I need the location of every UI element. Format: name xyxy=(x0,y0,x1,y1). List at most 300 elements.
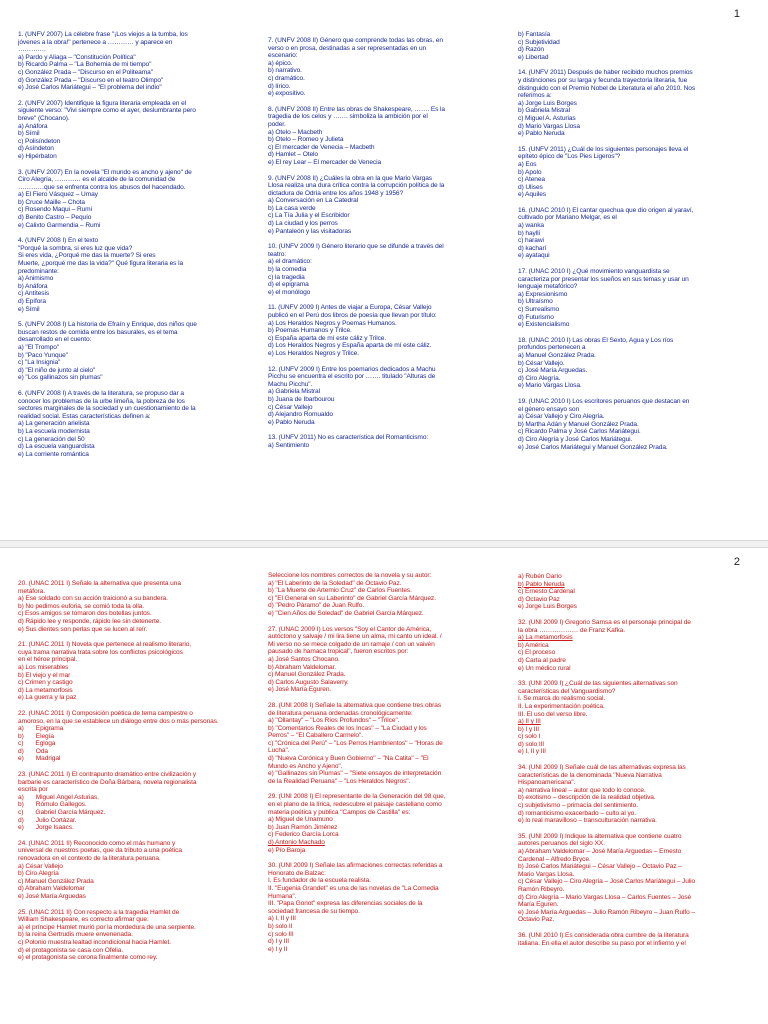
page-2-column-2 xyxy=(268,572,500,961)
question-line: b) Otelo – Romeo y Julieta xyxy=(268,136,344,144)
question-line: a) wanka xyxy=(518,222,544,230)
question-line: b) exotismo – descripción de la realidad objetiva. xyxy=(518,794,656,802)
question-text: 33. (UNI 2009 I) ¿Cuál de las siguientes alternativas son xyxy=(518,680,678,688)
question-line: c) Esos amigos se tomaron dos botellas juntos. xyxy=(18,610,152,618)
question-text: 7. (UNFV 2008 II) Género que comprende todas las obras, en xyxy=(268,37,443,44)
question-text: 27. (UNAC 2009 I) Los versos "Soy el Cantor de América, xyxy=(268,625,432,633)
question-text: 4. (UNFV 2008 I) En el texto xyxy=(18,237,99,245)
question-line: escenario: xyxy=(268,52,298,60)
question-block xyxy=(268,862,500,953)
question-line: a) El Fiero Vásquez – Umay xyxy=(18,191,98,199)
question-block xyxy=(518,146,750,199)
question-text: 13. (UNFV 2011) No es característica del Romanticismo: xyxy=(268,434,429,442)
question-line: b) No pedimos euforia, se comió toda la olla. xyxy=(18,602,144,610)
question-line: buscan restos de comida entre los basurales, es el tema xyxy=(18,328,178,336)
question-line: realidad social. Estas características definen a: xyxy=(18,412,151,420)
question-line: la obra ……………… de Franz Kafka. xyxy=(518,626,625,634)
question-line: c) solo I xyxy=(518,733,541,741)
question-line: c) Manuel González Prada. xyxy=(268,671,346,679)
question-line: e) Sus dientes son perlas que se lucen al reír. xyxy=(18,625,148,633)
question-line: d) "El niño de junto al cielo" xyxy=(18,366,96,374)
question-line: Llosa realiza una dura crítica contra la corrupción política de la xyxy=(268,182,445,190)
question-line: c) Manuel González Prada xyxy=(18,877,94,885)
question-text: 6. (UNFV 2008 I) A través de la literatura, se propuso dar a xyxy=(18,389,184,397)
question-line: e) Símil xyxy=(18,305,40,313)
question-line: e) Jorge Isaacs. xyxy=(18,824,74,832)
question-line: de la Realidad Peruana" – "Los Heraldos Negros". xyxy=(268,777,411,785)
question-line: a) el príncipe Hamlet murió por la mordedura de una serpiente. xyxy=(18,923,196,931)
question-line: poder. xyxy=(268,120,286,128)
question-line: María Eguren. xyxy=(518,901,559,909)
question-line: universal de nuestros poetas, que da tributo a una poética xyxy=(18,847,182,855)
question-text: 19. (UNAC 2010 I) Los escritores peruanos que destacan en xyxy=(518,397,690,405)
question-line: e) José María Eguren. xyxy=(268,686,332,694)
question-line: d) Alejandro Romualdo xyxy=(268,411,333,419)
question-line: c) La generación del 50 xyxy=(18,435,85,443)
question-text: 21. (UNAC 2011 I) Novela que pertenece al realismo literario, xyxy=(18,641,191,649)
question-line: a) La generación arielista xyxy=(18,420,90,428)
question-line: e) Los Heraldos Negros y Trilce. xyxy=(268,349,359,357)
question-line: b) Juana de Ibarbourou xyxy=(268,395,335,403)
question-line: pausado de hamaca tropical", fueron escritos por: xyxy=(268,648,409,656)
question-line: c) Surrealismo xyxy=(518,306,560,313)
question-text: 14. (UNFV 2011) Después de haber recibido muchos premios xyxy=(518,69,693,77)
question-line: d) I y III xyxy=(268,938,289,946)
question-line: c) Subjetividad xyxy=(518,38,560,46)
question-line: a) César Vallejo xyxy=(18,862,63,870)
question-block xyxy=(18,710,250,763)
question-line: …………que se enfrenta contra los abusos del hacendado. xyxy=(18,183,186,191)
question-block xyxy=(18,840,250,901)
question-line: Cardenal – Alfredo Bryce. xyxy=(518,855,591,863)
question-line: escrita por xyxy=(18,786,48,794)
question-line: conocer los problemas de la urbe limeña, la pobreza de los xyxy=(18,397,185,405)
question-line: verso o en prosa, destinadas a ser representadas en un xyxy=(268,44,427,52)
question-line: d) Julio Cortázar. xyxy=(18,816,77,824)
question-line: materia poética y publica "Campos de Castilla" es: xyxy=(268,808,411,816)
question-line: c) subjetivismo – primacía del sentimiento. xyxy=(518,802,638,810)
question-line: a) Conversación en La Catedral xyxy=(268,197,359,205)
question-line: e) "Gallinazos sin Plumas" – "Siete ensayos de interpretación xyxy=(268,770,442,778)
question-block xyxy=(18,237,250,313)
question-text: 5. (UNFV 2008 I) La historia de Efraín y Enrique, dos niños que xyxy=(18,321,197,329)
question-line: e) Pío Baroja xyxy=(268,846,306,854)
question-line: e) el protagonista se corona finalmente como rey. xyxy=(18,954,158,962)
question-line: e) José María Arguedas xyxy=(18,892,86,900)
page-separator xyxy=(0,540,768,548)
question-line: "Porqué la sombra, si eres luz que vida? xyxy=(18,244,133,252)
question-line: c) César Vallejo – Ciro Alegría – José Carlos Mariátegui – Julio xyxy=(518,878,696,886)
question-line: jóvenes a la obra!" pertenece a ………… y aparece en xyxy=(18,38,173,46)
question-line: d) Ciro Alegría. xyxy=(518,374,561,382)
question-line: b) Elegía xyxy=(18,732,54,740)
question-line: a) Manuel González Prada. xyxy=(518,351,596,359)
question-line: e) Calixto Garmendia – Rumi xyxy=(18,221,101,229)
question-block xyxy=(518,337,750,390)
question-text: 1. (UNFV 2007) La célebre frase "¡Los viejos a la tumba, los xyxy=(18,31,188,38)
question-block xyxy=(518,69,750,137)
question-line: c) España aparta de mí este cáliz y Trilce. xyxy=(268,334,387,342)
question-text: 2. (UNFV 2007) Identifique la figura literaria empleada en el xyxy=(18,99,186,107)
question-line: predominante: xyxy=(18,267,59,275)
question-block xyxy=(18,390,250,458)
question-line: d) Los Heraldos Negros y España aparta de mí este cáliz. xyxy=(268,342,432,350)
question-line: c) Ernesto Cardenal xyxy=(518,588,575,596)
question-line: II. La experimentación poética. xyxy=(518,702,605,710)
question-line: publicó en el Perú dos libros de poesía que llevan por título: xyxy=(268,312,437,319)
question-line: c) harawi xyxy=(518,237,544,245)
page-2-column-1 xyxy=(18,580,250,970)
question-line: d) Asíndeton xyxy=(18,145,54,153)
question-line: b) Anáfora xyxy=(18,282,48,290)
question-block xyxy=(518,833,750,924)
question-line: c) Rosendo Maqui – Rumi xyxy=(18,206,92,214)
question-line: Mario Vargas Llosa. xyxy=(518,870,575,878)
question-line: a) Miguel Ángel Asturias. xyxy=(18,793,99,801)
question-block xyxy=(18,909,250,962)
question-block xyxy=(268,175,500,236)
question-line: d) lírico. xyxy=(268,82,291,90)
question-line: tragedia de los celos y ……. simboliza la ambición por el xyxy=(268,113,428,121)
question-line: d) Rápido lee y responde, rápido lee sin detenerte. xyxy=(18,617,161,625)
question-line: teatro: xyxy=(268,250,286,258)
question-line: d) Antonio Machado xyxy=(268,839,325,846)
question-line: cultivado por Mariano Melgar, es el xyxy=(518,214,617,222)
question-line: c) El proceso xyxy=(518,649,556,657)
question-line: caracteriza por presentar los sueños en sus temas y usar un xyxy=(518,275,689,283)
question-line: e) Hipérbaton xyxy=(18,152,57,160)
question-text: 17. (UNAC 2010 I) ¿Qué movimiento vanguardista se xyxy=(518,268,670,276)
question-line: d) Ciro Alegría – Mario Vargas Llosa – Carlos Fuentes – José xyxy=(518,893,692,901)
question-line: de literatura peruana ordenadas cronológicamente: xyxy=(268,709,413,717)
question-line: e) lo real maravilloso – transculturación narrativa. xyxy=(518,817,657,825)
question-line: profundos pertenecen a xyxy=(518,344,586,352)
question-line: a) "El Laberinto de la Soledad" de Octavio Paz. xyxy=(268,579,402,587)
question-line: d) el protagonista se casa con Ofelia. xyxy=(18,946,124,954)
question-line: c) Polonio muestra lealtad incondicional hacia Hamlet. xyxy=(18,938,171,946)
question-line: III. El uso del verso libre. xyxy=(518,710,588,718)
question-line: c) Gabriel García Márquez. xyxy=(18,809,106,817)
question-line: en el plano de la lírica, redescubre el paisaje castellano como xyxy=(268,801,442,809)
question-line: b) José Carlos Mariátegui – César Vallejo – Octavio Paz – xyxy=(518,863,682,871)
question-line: a) Otelo – Macbeth xyxy=(268,128,323,136)
question-line: Ciro Alegría, ………… es el alcalde de la comunidad de xyxy=(18,176,176,184)
question-line: siguiente verso: "Vivi siempre como el ayer, deslumbrante pero xyxy=(18,107,196,115)
question-line: d) González Prada – "Discurso en el teatro Olimpo" xyxy=(18,76,164,84)
question-line: e) expositivo. xyxy=(268,90,306,98)
question-text: 32. (UNI 2009 I) Gregorio Samsa es el personaje principal de xyxy=(518,618,691,626)
question-line: d) Razón xyxy=(518,46,544,54)
question-line: e) "Cien Años de Soledad" de Gabriel García Márquez. xyxy=(268,609,424,617)
question-line: e) José Carlos Mariátegui – "El problema del indio" xyxy=(18,84,162,92)
question-text: 15. (UNFV 2011) ¿Cuál de los siguientes personajes lleva el xyxy=(518,145,689,153)
question-line: características de la denominada "Nueva Narrativa xyxy=(518,771,662,779)
question-block xyxy=(268,366,500,427)
page-1-column-1 xyxy=(18,31,250,466)
question-line: a) Ese soldado con su acción traicionó a su bandera. xyxy=(18,595,168,603)
question-block xyxy=(18,580,250,633)
question-text: 36. (UNI 2010 I) Es considerada obra cumbre de la literatura xyxy=(518,931,689,939)
question-line: d) Octavio Paz xyxy=(518,595,560,603)
question-line: a) II y III xyxy=(518,718,541,726)
question-line: a) Miguel de Unamuno xyxy=(268,816,333,824)
question-line: desarrollado en el cuento: xyxy=(18,336,92,344)
question-line: Ramón Ribeyro. xyxy=(518,885,565,893)
question-line: d) kacharí xyxy=(518,244,547,252)
question-block xyxy=(268,243,500,296)
question-line: e) Jorge Luis Borges xyxy=(518,603,577,611)
question-text: 18. (UNAC 2010 I) Las obras El Sexto, Agua y Los ríos xyxy=(518,336,674,344)
question-line: I. Se marca do realismo social. xyxy=(518,695,606,703)
question-line: d) "Nueva Corónica y Buen Gobierno" – "Ña Catita" – "El xyxy=(268,755,429,763)
question-line: c) González Prada – "Discurso en el Politeama" xyxy=(18,68,153,76)
question-line: d) Ulises xyxy=(518,183,543,191)
question-line: b) I y III xyxy=(518,725,539,733)
question-line: c) César Vallejo xyxy=(268,403,313,411)
question-line: e) Libertad xyxy=(518,53,549,61)
question-line: a) La metamorfosis xyxy=(518,634,573,642)
question-block xyxy=(268,702,500,786)
question-line: b) haylli xyxy=(518,229,540,237)
question-line: b) "La Muerte de Artemio Cruz" de Carlos Fuentes. xyxy=(268,587,412,595)
question-line: c) Antítesis xyxy=(18,290,50,298)
question-line: e) "Los gallinazos sin plumas" xyxy=(18,374,103,382)
question-text: 11. (UNFV 2009 I) Antes de viajar a Europa, César Vallejo xyxy=(268,304,432,312)
question-line: y distinciones por su larga y fecunda trayectoria literaria, fue xyxy=(518,76,688,84)
question-line: autores peruanos del siglo XX. xyxy=(518,840,605,848)
question-line: sectores marginales de la sociedad y un cuestionamiento de la xyxy=(18,405,196,413)
question-line: sociedad francesa de su tiempo. xyxy=(268,907,360,915)
question-line: dictadura de Odría entre los años 1948 y 1956? xyxy=(268,189,404,197)
question-line: a) Gabriela Mistral xyxy=(268,388,320,396)
question-line: Perros" – "El Caballero Carmelo". xyxy=(268,732,363,740)
question-line: a) Epigrama xyxy=(18,725,64,733)
question-line: II. "Eugenia Grandet" es una de las novelas de "La Comedia xyxy=(268,884,439,892)
question-text: 29. (UNI 2008 I) El representante de la Generación del 98 que, xyxy=(268,793,446,801)
question-line: c) Ricardo Palma y José Carlos Mariátegui. xyxy=(518,428,641,436)
question-line: b) América xyxy=(518,641,549,649)
question-line: b) Cruce Maille – Chota xyxy=(18,198,85,206)
question-line: b) narrativo. xyxy=(268,67,302,75)
question-line: e) I y II xyxy=(268,945,288,953)
question-line: b) la comedia xyxy=(268,266,307,274)
question-line: Machu Picchu". xyxy=(268,380,313,388)
question-line: el género ensayo son xyxy=(518,405,580,413)
question-line: referimos a: xyxy=(518,92,552,100)
question-block xyxy=(518,932,750,947)
question-line: distinguido con el Premio Nobel de Literatura el año 2010. Nos xyxy=(518,84,696,92)
question-line: b) Símil xyxy=(18,130,40,138)
question-line: a) épico. xyxy=(268,59,293,67)
question-line: a) Animismo xyxy=(18,275,54,283)
question-line: b) solo II xyxy=(268,922,293,930)
question-line: b) la reina Gertrudis muere envenenada. xyxy=(18,931,133,939)
question-line: a) narrativa lineal – autor que todo lo conoce. xyxy=(518,786,646,794)
question-line: italiana. En ella el autor describe su paso por el infierno y el xyxy=(518,939,686,947)
question-block xyxy=(268,37,500,98)
question-line: d) Ciro Alegría y José Carlos Mariátegui. xyxy=(518,435,633,443)
question-line: e) La guerra y la paz xyxy=(18,694,77,702)
page-number: 1 xyxy=(733,8,740,20)
question-text: 9. (UNFV 2008 II) ¿Cuáles la obra en la que Mario Vargas xyxy=(268,174,432,182)
question-line: d) Oda xyxy=(18,747,48,755)
question-line: a) "El Trompo" xyxy=(18,343,60,351)
question-line: c) José María Arguedas. xyxy=(518,367,588,375)
question-line: e) Madrigal xyxy=(18,755,61,763)
question-block xyxy=(518,764,750,825)
question-text: 30. (UNI 2009 I) Señale las afirmaciones correctas referidas a xyxy=(268,862,443,870)
question-line: c) solo III xyxy=(268,930,294,938)
question-line: c) Atenea xyxy=(518,176,545,184)
question-line: b) Apolo xyxy=(518,168,542,176)
question-text: 8. (UNFV 2008 II) Entre las obras de Shakespeare, ……. Es la xyxy=(268,105,445,113)
question-line: c) El mercader de Venecia – Macbeth xyxy=(268,143,375,151)
question-line: e) Pantaleón y las visitadoras xyxy=(268,227,352,235)
question-line: b) Ricardo Palma – "La Bohemia de mi tiempo" xyxy=(18,61,152,69)
question-line: c) "Crónica del Perú" – "Los Perros Hambrientos" – "Horas de xyxy=(268,739,443,747)
question-line: d) "Pedro Páramo" de Juan Rulfo. xyxy=(268,602,365,610)
question-block xyxy=(268,626,500,694)
question-line: Octavio Paz. xyxy=(518,916,555,924)
question-text: 3. (UNFV 2007) En la novela "El mundo es ancho y ajeno" de xyxy=(18,168,192,176)
question-line: a) "Ollantay" – "Los Ríos Profundos" – "Trilce". xyxy=(268,717,400,725)
question-line: b) Pablo Neruda xyxy=(518,580,565,588)
question-line: a) Abraham Valdelomar – José María Arguedas – Ernesto xyxy=(518,848,682,855)
question-line: d) Mario Vargas Llosa xyxy=(518,122,580,130)
question-line: d) Benito Castro – Pequío xyxy=(18,214,92,222)
question-line: c) "La Insignia" xyxy=(18,359,61,367)
question-block xyxy=(18,31,250,92)
question-line: e) ayataqui xyxy=(518,252,550,260)
question-line: b) Juan Ramón Jiménez xyxy=(268,823,338,831)
question-line: …………. xyxy=(18,46,46,54)
question-line: a) Los miserables xyxy=(18,663,69,671)
question-line: c) Polisíndeton xyxy=(18,137,61,145)
question-block xyxy=(518,31,750,61)
question-line: d) Futurismo xyxy=(518,313,554,321)
question-block xyxy=(518,207,750,260)
question-line: I. Es fundador de la escuela realista. xyxy=(268,877,371,885)
question-line: b) Abraham Valdelomar. xyxy=(268,663,337,671)
question-line: autóctono y salvaje / mi lira tiene un alma, mi canto un ideal. / xyxy=(268,633,442,641)
question-block xyxy=(518,573,750,611)
question-block xyxy=(268,106,500,167)
question-line: b) Poemas Humanos y Trilce. xyxy=(268,327,352,335)
question-line: d) Hamlet – Otelo xyxy=(268,151,318,159)
question-line: breve" (Chocano). xyxy=(18,114,70,122)
question-line: cuya trama narrativa trata sobre los conflictos psicológicos xyxy=(18,648,183,656)
question-line: d) Carta al padre xyxy=(518,656,566,664)
question-line: e) Pablo Neruda xyxy=(268,418,315,426)
question-block xyxy=(18,771,250,832)
question-line: b) El viejo y el mar xyxy=(18,671,71,679)
question-line: e) El rey Lear – El mercader de Venecia xyxy=(268,158,382,166)
question-line: barbarie es característico de Doña Bárbara, novela regionalista xyxy=(18,778,197,786)
question-line: b) La casa verde xyxy=(268,204,316,212)
question-line: a) José Santos Chocano. xyxy=(268,655,340,663)
question-line: e) La corriente romántica xyxy=(18,450,89,458)
question-line: metáfora. xyxy=(18,587,45,595)
question-text: b) Fantasía xyxy=(518,31,551,38)
question-block xyxy=(18,100,250,161)
question-line: d) solo III xyxy=(518,740,545,748)
question-line: e) José María Arguedas – Julio Ramón Ribeyro – Juan Rulfo – xyxy=(518,908,695,916)
question-line: c) Miguel A. Asturias xyxy=(518,114,576,122)
question-line: d) La metamorfosis xyxy=(18,686,73,694)
question-line: a) I, II y III xyxy=(268,915,296,923)
question-line: lenguaje metafórico? xyxy=(518,283,578,291)
question-text: 16. (UNAC 2010 I) El cantar quechua que dio origen al yaraví, xyxy=(518,206,694,214)
question-line: Mundo es Ancho y Ajeno". xyxy=(268,762,343,770)
question-line: d) Abraham Valdelomar xyxy=(18,885,85,893)
question-line: c) Crimen y castigo xyxy=(18,679,73,687)
question-text: 12. (UNFV 2009 I) Entre los poemarios dedicados a Machu xyxy=(268,365,436,373)
question-line: b) Gabriela Mistral xyxy=(518,107,570,115)
question-line: Mi verso no se mece colgado de un ramaje / con un vaivén xyxy=(268,640,435,648)
question-line: epíteto épico de "Los Pies Ligeros"? xyxy=(518,153,621,161)
question-line: e) Pablo Neruda xyxy=(518,130,565,138)
question-line: d) el epigrama xyxy=(268,281,309,289)
question-text: 23. (UNAC 2011 I) El contrapunto dramático entre civilización y xyxy=(18,771,196,779)
question-block xyxy=(518,619,750,672)
question-line: a) Expresionismo xyxy=(518,290,568,298)
question-line: e) I, II y III xyxy=(518,748,546,756)
question-text: a) Rubén Darío xyxy=(518,573,562,580)
question-line: a) Eos xyxy=(518,160,537,168)
question-line: Picchu se encuentra el escrito por ……. titulado "Alturas de xyxy=(268,373,436,381)
question-line: a) Jorge Luis Borges xyxy=(518,99,577,107)
question-block xyxy=(518,680,750,756)
question-line: renovadora en el contexto de la literatura peruana. xyxy=(18,855,161,862)
question-block xyxy=(268,434,500,449)
question-line: c) la tragedia xyxy=(268,273,305,281)
question-line: d) romanticismo exacerbado – culto al yo. xyxy=(518,809,636,817)
question-line: b) Rómulo Gallegos. xyxy=(18,801,87,809)
question-line: b) César Vallejo. xyxy=(518,359,565,367)
question-text: 28. (UNI 2008 I) Señale la alternativa que contiene tres obras xyxy=(268,701,442,709)
question-line: d) La ciudad y los perros xyxy=(268,220,338,228)
question-line: e) Mario Vargas Llosa. xyxy=(518,382,582,390)
question-line: b) Martha Adán y Manuel González Prada. xyxy=(518,420,639,428)
question-text: 34. (UNI 2009 I) Señale cuál de las alternativas expresa las xyxy=(518,764,686,772)
question-text: 25. (UNAC 2011 II) Con respecto a la tragedia Hamlet de xyxy=(18,908,180,916)
question-line: b) "Comentarios Reales de los Incas" – "La Ciudad y los xyxy=(268,724,427,732)
question-line: c) Égloga xyxy=(18,740,56,748)
question-line: d) Carlos Augusto Salaverry. xyxy=(268,678,349,686)
question-line: a) Anáfora xyxy=(18,122,48,130)
question-line: William Shakespeare, es correcto afirmar que: xyxy=(18,916,149,924)
question-line: c) "El General en su Laberinto" de Gabriel García Márquez. xyxy=(268,594,436,602)
question-line: e) Existencialismo xyxy=(518,321,570,329)
question-line: en el héroe principal. xyxy=(18,656,78,664)
question-text: 20. (UNAC 2011 I) Señale la alternativa que presenta una xyxy=(18,580,181,587)
question-line: amoroso, en la que se establece un diálogo entre dos o más personas. xyxy=(18,717,219,725)
question-block xyxy=(18,641,250,702)
question-line: a) Pardo y Aliaga – "Constitución Política" xyxy=(18,53,136,61)
question-block xyxy=(268,304,500,357)
question-block xyxy=(518,398,750,451)
question-line: d) Epífora xyxy=(18,298,46,305)
page-1-column-2 xyxy=(268,37,500,458)
question-line: Muerte, ¿porqué me das la vida?" Qué figura literaria es la xyxy=(18,260,184,268)
question-block xyxy=(18,169,250,230)
question-line: a) el dramático: xyxy=(268,258,312,266)
question-line: Lucha". xyxy=(268,747,290,755)
question-line: b) Ciro Alegría xyxy=(18,870,59,878)
question-text: 22. (UNAC 2011 I) Composición poética de tema campestre o xyxy=(18,709,193,717)
question-line: características del Vanguardismo? xyxy=(518,687,616,695)
question-line: Humana". xyxy=(268,892,297,900)
